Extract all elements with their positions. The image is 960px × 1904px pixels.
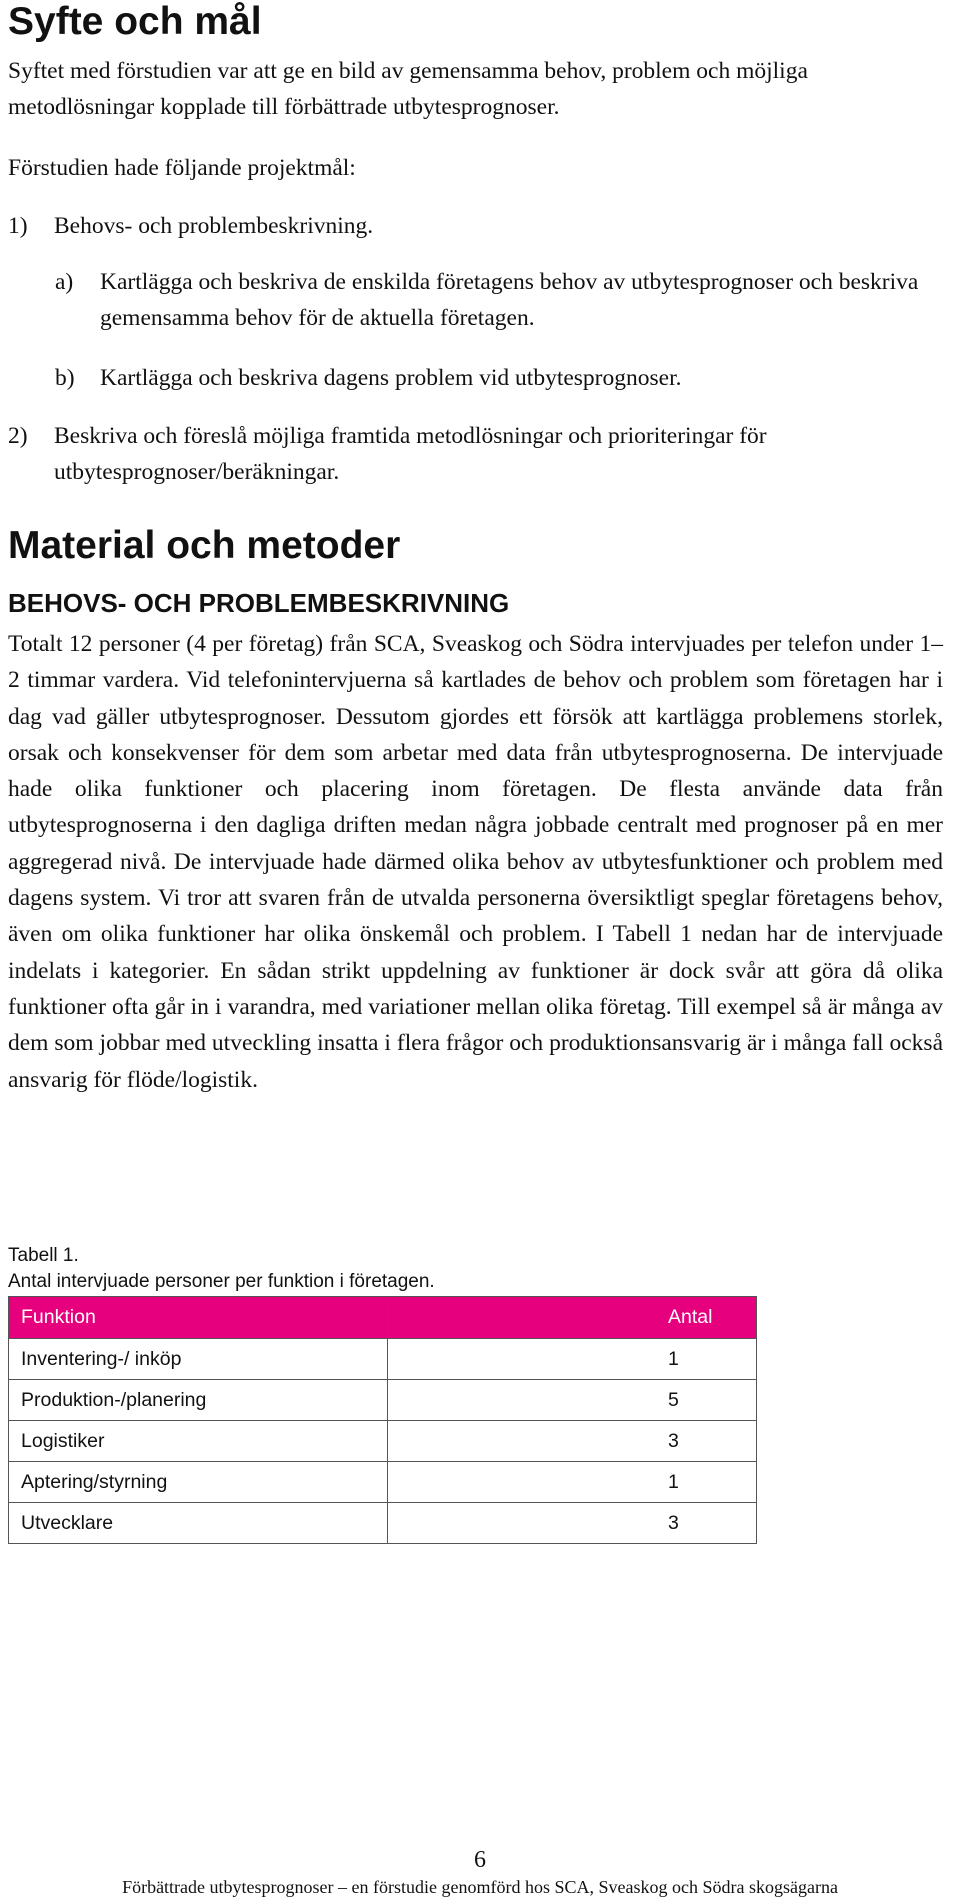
- list-marker: 1): [8, 213, 28, 239]
- table-caption-text: Antal intervjuade personer per funktion i företagen.: [8, 1271, 435, 1292]
- cell-count: 1: [388, 1462, 757, 1503]
- page-number: 6: [474, 1847, 486, 1873]
- list-item-text: Kartlägga och beskriva de enskilda företagens behov av utbytesprognoser och beskriva gemensamma behov för de aktuella företagen.: [100, 269, 919, 331]
- cell-function: Utvecklare: [9, 1503, 388, 1544]
- list-item-text: Behovs- och problembeskrivning.: [54, 213, 374, 239]
- cell-function: Aptering/styrning: [9, 1462, 388, 1503]
- cell-count: 3: [388, 1503, 757, 1544]
- table-row: [9, 1503, 757, 1544]
- subsection-heading: BEHOVS- OCH PROBLEMBESKRIVNING: [8, 588, 510, 618]
- section-heading-material: Material och metoder: [8, 524, 401, 567]
- goals-lead-paragraph: Förstudien hade följande projektmål:: [8, 155, 356, 181]
- table-row: [9, 1380, 757, 1421]
- header-count: Antal: [388, 1297, 757, 1339]
- cell-function: Produktion-/planering: [9, 1380, 388, 1421]
- table-row: [9, 1462, 757, 1503]
- sub-goal-b: [55, 360, 943, 396]
- cell-function: Inventering-/ inköp: [9, 1339, 388, 1380]
- cell-count: 5: [388, 1380, 757, 1421]
- cell-count: 3: [388, 1421, 757, 1462]
- sub-goal-a: [55, 264, 943, 336]
- goal-item-2: [8, 418, 943, 490]
- page-footer: Förbättrade utbytesprognoser – en förstudie genomförd hos SCA, Sveaskog och Södra skogsägarna: [122, 1877, 838, 1897]
- table-row: [9, 1421, 757, 1462]
- section-heading-syfte: Syfte och mål: [8, 0, 262, 43]
- header-function: Funktion: [9, 1297, 388, 1339]
- list-marker: 2): [8, 423, 28, 449]
- list-marker: b): [55, 365, 75, 391]
- cell-count: 1: [388, 1339, 757, 1380]
- list-marker: a): [55, 269, 74, 295]
- table-header-row: [9, 1297, 757, 1339]
- intro-paragraph: Syftet med förstudien var att ge en bild av gemensamma behov, problem och möjliga metodlösningar kopplade till förbättrade utbytesprognoser.: [8, 58, 808, 120]
- table-row: [9, 1339, 757, 1380]
- function-count-table: [8, 1296, 757, 1544]
- list-item-text: Beskriva och föreslå möjliga framtida metodlösningar och prioriteringar för utbytesprognoser/beräkningar.: [54, 423, 767, 485]
- table-caption-label: Tabell 1.: [8, 1245, 79, 1266]
- list-item-text: Kartlägga och beskriva dagens problem vid utbytesprognoser.: [100, 365, 682, 391]
- body-paragraph: Totalt 12 personer (4 per företag) från SCA, Sveaskog och Södra intervjuades per telefon under 1–2 timmar vardera. Vid telefonintervjuerna så kartlades de behov och problem som företagen har i dag vad gäller utbytesprognoser. Dessutom gjordes ett försök att kartlägga problemens storlek, orsak och konsekvenser för dem som arbetar med data från utbytesprognoserna. De intervjuade hade olika funktioner och placering inom företagen. De flesta använde data från utbytesprognoserna i den dagliga driften medan några jobbade centralt med prognoser på en mer aggregerad nivå. De intervjuade hade därmed olika behov av utbytesfunktioner och problem med dagens system. Vi tror att svaren från de utvalda personerna översiktligt speglar företagens behov, även om olika funktioner har olika önskemål och problem. I Tabell 1 nedan har de intervjuade indelats i kategorier. En sådan strikt uppdelning av funktioner är dock svår att göra då olika funktioner ofta går in i varandra, med variationer mellan olika företag. Till exempel så är många av dem som jobbar med utveckling insatta i flera frågor och produktionsansvarig är i många fall också ansvarig för flöde/logistik.: [8, 631, 943, 1093]
- cell-function: Logistiker: [9, 1421, 388, 1462]
- goal-item-1: [8, 208, 943, 244]
